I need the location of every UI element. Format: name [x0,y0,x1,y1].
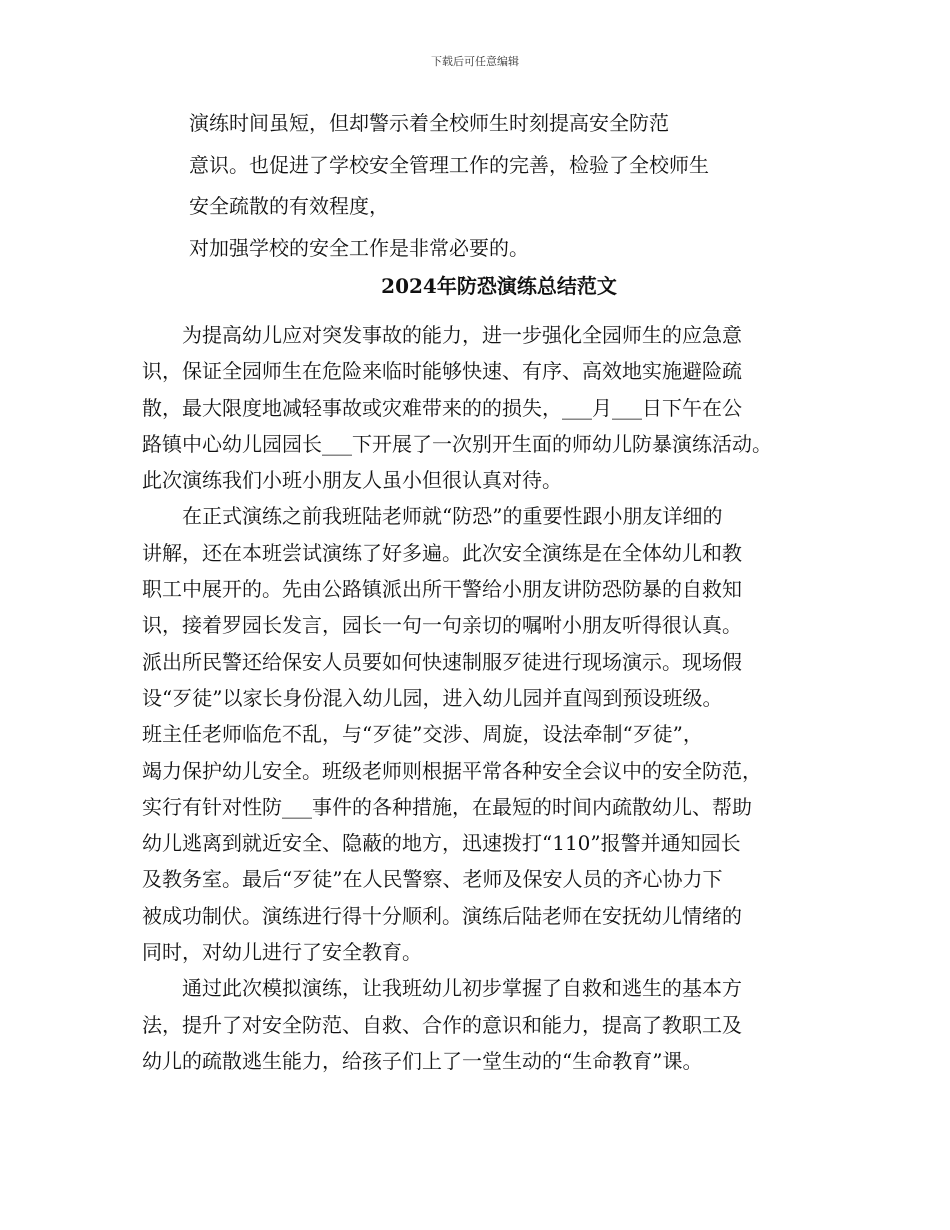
intro-block [189,113,829,279]
intro-line: 对加强学校的安全工作是非常必要的。 [189,235,529,260]
text-line: 被成功制伏。演练进行得十分顺利。演练后陆老师在安抚幼儿情绪的 [142,903,742,928]
intro-line: 安全疏散的有效程度， [189,194,389,218]
text-line: 为提高幼儿应对突发事故的能力，进一步强化全园师生的应急意 [142,323,742,347]
text-line: 识，保证全园师生在危险来临时能够快速、有序、高效地实施避险疏 [142,359,742,384]
article-body [142,317,842,1079]
text-line: 识，接着罗园长发言，园长一句一句亲切的嘱咐小朋友听得很认真。 [142,613,742,638]
text-line: 设“歹徒”以家长身份混入幼儿园，进入幼儿园并直闯到预设班级。 [142,685,723,710]
text-line: 及教务室。最后“歹徒”在人民警察、老师及保安人员的齐心协力下 [142,867,723,892]
text-line: 实行有针对性防___事件的各种措施，在最短的时间内疏散幼儿、帮助 [142,794,752,819]
text-line: 同时，对幼儿进行了安全教育。 [142,940,422,965]
text-line: 职工中展开的。先由公路镇派出所干警给小朋友讲防恐防暴的自救知 [142,577,742,602]
text-line: 竭力保护幼儿安全。班级老师则根据平常各种安全会议中的安全防范， [142,758,762,783]
text-line: 幼儿逃离到就近安全、隐蔽的地方，迅速拨打“110”报警并通知园长 [142,831,741,856]
text-line: 讲解，还在本班尝试演练了好多遍。此次安全演练是在全体幼儿和教 [142,540,742,565]
paragraph-3 [142,970,842,1079]
page-header: 下载后可任意编辑 [431,55,519,68]
intro-line: 意识。也促进了学校安全管理工作的完善，检验了全校师生 [189,152,709,177]
text-line: 幼儿的疏散逃生能力，给孩子们上了一堂生动的“生命教育”课。 [142,1048,703,1073]
text-line: 法，提升了对安全防范、自救、合作的意识和能力，提高了教职工及 [142,1012,742,1037]
paragraph-1 [142,317,842,498]
intro-line: 演练时间虽短，但却警示着全校师生时刻提高安全防范 [189,111,669,135]
text-line: 散，最大限度地减轻事故或灾难带来的的损失，___月___日下午在公 [142,395,742,420]
text-line: 在正式演练之前我班陆老师就“防恐”的重要性跟小朋友详细的 [142,504,723,529]
document-title: 2024年防恐演练总结范文 [381,274,617,298]
text-line: 班主任老师临危不乱，与“歹徒”交涉、周旋，设法牵制“歹徒”， [142,722,703,747]
text-line: 路镇中心幼儿园园长___下开展了一次别开生面的师幼儿防暴演练活动。 [142,431,772,456]
paragraph-2 [142,498,842,970]
text-line: 此次演练我们小班小朋友人虽小但很认真对待。 [142,468,562,493]
text-line: 通过此次模拟演练，让我班幼儿初步掌握了自救和逃生的基本方 [142,976,742,1001]
text-line: 派出所民警还给保安人员要如何快速制服歹徒进行现场演示。现场假 [142,649,742,674]
